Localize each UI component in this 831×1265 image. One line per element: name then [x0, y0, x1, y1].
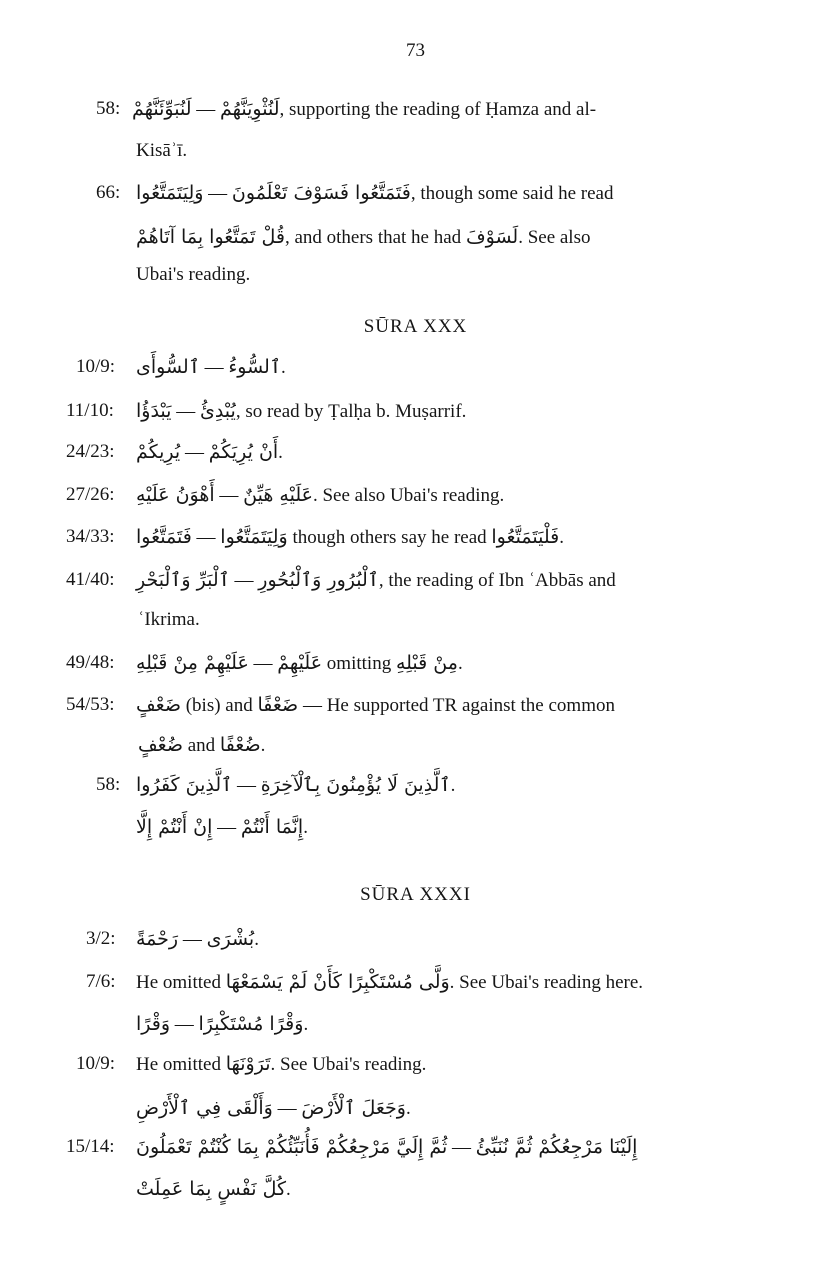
arabic-reading: لَنُثْوِيَنَّهُمْ — [220, 98, 280, 120]
separator: — — [191, 99, 220, 120]
entry-text: . See Ubai's reading here. — [449, 972, 644, 993]
arabic-reading: تَرَوْنَهَا — [225, 1053, 271, 1075]
sura-heading: SŪRA XXXI — [360, 884, 471, 905]
punctuation: . — [405, 1098, 411, 1119]
verse-label: 66: — [96, 182, 121, 203]
entry-line-2 — [136, 1097, 411, 1120]
arabic-reading: فَلْيَتَمَتَّعُوا — [491, 526, 560, 548]
entry-line-1 — [136, 774, 455, 797]
arabic-reading: وَلَّى مُسْتَكْبِرًا كَأَنْ لَمْ يَسْمَعْهَا — [225, 971, 450, 993]
separator: — — [178, 929, 207, 950]
separator: — — [170, 1014, 199, 1035]
punctuation: . — [286, 1179, 291, 1200]
entry-34-33 — [66, 526, 736, 556]
entry-10-9 — [76, 356, 736, 386]
entry-line-2: ʿIkrima. — [138, 609, 200, 630]
arabic-reading: ٱلْبُرُورِ وَٱلْبُحُورِ — [258, 569, 379, 591]
entry-58-sura-xxix — [96, 98, 736, 168]
entry-15-14 — [66, 1136, 736, 1206]
entry-text: — He supported TR against the common — [298, 695, 615, 716]
arabic-reading: فَتَمَتَّعُوا — [136, 526, 192, 548]
separator: — — [203, 183, 232, 204]
punctuation: . — [278, 442, 283, 463]
punctuation: . — [450, 775, 456, 796]
entry-text: , so read by Ṭalḥa b. Muṣarrif. — [235, 401, 467, 422]
arabic-reading: ضَعْفٍ — [136, 694, 181, 716]
verse-label: 3/2: — [86, 928, 116, 949]
punctuation: . — [280, 357, 286, 378]
entry-line-1 — [136, 1136, 637, 1159]
separator: — — [248, 653, 278, 674]
sura-heading: SŪRA XXX — [363, 316, 468, 337]
entry-3-2 — [86, 928, 736, 958]
arabic-reading: لَسَوْفَ — [465, 226, 519, 248]
arabic-reading: رَحْمَةً — [136, 928, 179, 950]
verse-label: 34/33: — [66, 526, 115, 547]
entry-text: , though some said he read — [410, 183, 614, 204]
arabic-reading: وَلِيَتَمَتَّعُوا — [136, 182, 204, 204]
arabic-reading: عَلَيْهِ هَيِّنٌ — [243, 484, 313, 506]
entry-line-1 — [136, 971, 643, 994]
separator: — — [229, 570, 259, 591]
entry-text: omitting — [322, 653, 396, 674]
arabic-reading: وَأَلْقَى فِي ٱلْأَرْضِ — [136, 1097, 273, 1119]
entry-line-1 — [136, 356, 286, 379]
verse-label: 41/40: — [66, 569, 115, 590]
arabic-reading: وَقْرًا مُسْتَكْبِرًا — [198, 1013, 304, 1035]
entry-line-1 — [136, 484, 504, 507]
entry-line-1 — [136, 441, 283, 464]
verse-label: 10/9: — [76, 356, 116, 377]
entry-line-2 — [138, 734, 265, 757]
separator: — — [171, 401, 200, 422]
separator: — — [447, 1137, 476, 1158]
entry-line-2: Kisāʾī. — [136, 140, 188, 161]
arabic-reading: ٱلْبَرِّ وَٱلْبَحْرِ — [136, 569, 230, 591]
entry-text: , supporting the reading of Ḥamza and al- — [279, 99, 597, 120]
entry-27-26 — [66, 484, 736, 514]
entry-line-2 — [136, 1013, 308, 1036]
arabic-reading: ضَعْفًا — [257, 694, 299, 716]
entry-line-1 — [136, 928, 259, 951]
arabic-reading: ٱلَّذِينَ لَا يُؤْمِنُونَ بِٱلْآخِرَةِ — [260, 774, 451, 796]
verse-label: 54/53: — [66, 694, 115, 715]
entry-text: . See Ubai's reading. — [270, 1054, 427, 1075]
entry-line-1 — [136, 526, 564, 549]
arabic-reading: ثُمَّ إِلَيَّ مَرْجِعُكُمْ فَأُنَبِّئُكُمْ بِمَا كُنْتُمْ تَعْمَلُونَ — [136, 1136, 448, 1158]
entry-text: . See also Ubai's reading. — [312, 485, 505, 506]
entry-text: , the reading of Ibn ʿAbbās and — [378, 570, 616, 591]
verse-label: 58: — [96, 774, 121, 795]
separator: — — [191, 527, 221, 548]
entry-line-2 — [136, 226, 590, 249]
separator: — — [180, 442, 209, 463]
arabic-reading: عَلَيْهِمْ — [277, 652, 323, 674]
arabic-reading: يُرِيكُمْ — [136, 441, 181, 463]
verse-label: 27/26: — [66, 484, 115, 505]
separator: — — [212, 817, 241, 838]
verse-label: 15/14: — [66, 1136, 115, 1157]
entry-58-sura-xxx — [96, 774, 736, 844]
entry-line-2 — [136, 816, 308, 839]
arabic-reading: ضُعْفًا — [219, 734, 261, 756]
entry-66 — [96, 182, 736, 292]
arabic-reading: وَلِيَتَمَتَّعُوا — [220, 526, 288, 548]
arabic-reading: وَقْرًا — [136, 1013, 171, 1035]
punctuation: . — [457, 653, 463, 674]
entry-text: He omitted — [136, 1054, 226, 1075]
verse-label: 11/10: — [66, 400, 114, 421]
arabic-reading: لَنُبَوِّئَنَّهُمْ — [132, 98, 192, 120]
separator: — — [199, 357, 229, 378]
entry-49-48 — [66, 652, 736, 682]
entry-line-1 — [136, 1053, 426, 1076]
entry-24-23 — [66, 441, 736, 471]
verse-label: 10/9: — [76, 1053, 116, 1074]
punctuation: . — [559, 527, 564, 548]
arabic-reading: أَنْ يُرِيَكُمْ — [208, 441, 279, 463]
page-number: 73 — [406, 40, 425, 61]
entry-41-40 — [66, 569, 736, 633]
entry-text: and — [182, 735, 220, 756]
entry-line-1 — [136, 182, 613, 205]
entry-line-1 — [132, 98, 596, 121]
entry-line-1 — [136, 652, 463, 675]
entry-10-9-sura-xxxi — [76, 1053, 736, 1119]
entry-line-1 — [136, 569, 616, 592]
punctuation: . — [303, 817, 308, 838]
entry-7-6 — [86, 971, 736, 1037]
entry-54-53 — [66, 694, 736, 756]
verse-label: 24/23: — [66, 441, 115, 462]
entry-text: He omitted — [136, 972, 226, 993]
verse-label: 7/6: — [86, 971, 116, 992]
verse-label: 58: — [96, 98, 121, 119]
arabic-reading: وَجَعَلَ ٱلْأَرْضَ — [301, 1097, 406, 1119]
punctuation: . — [254, 929, 259, 950]
arabic-reading: إِلَيْنَا مَرْجِعُكُمْ ثُمَّ نُنَبِّئُ — [475, 1136, 638, 1158]
entry-line-1 — [136, 400, 466, 423]
entry-text: though others say he read — [287, 527, 492, 548]
punctuation: . — [260, 735, 266, 756]
arabic-reading: بُشْرَى — [206, 928, 255, 950]
arabic-reading: مِنْ قَبْلِهِ — [395, 652, 458, 674]
entry-text: . See also — [518, 227, 591, 248]
entry-line-2 — [136, 1178, 291, 1201]
arabic-reading: ٱلَّذِينَ كَفَرُوا — [136, 774, 233, 796]
verse-label: 49/48: — [66, 652, 115, 673]
entry-text: , and others that he had — [284, 227, 466, 248]
entry-line-3: Ubai's reading. — [136, 264, 251, 285]
arabic-reading: إِنْ أَنْتُمْ إِلَّا — [136, 816, 213, 838]
arabic-reading: عَلَيْهِمْ مِنْ قَبْلِهِ — [136, 652, 249, 674]
arabic-reading: ٱلسُّوءُ — [228, 356, 281, 378]
arabic-reading: أَهْوَنُ عَلَيْهِ — [136, 484, 215, 506]
arabic-reading: ضُعْفٍ — [138, 734, 183, 756]
arabic-reading: قُلْ تَمَتَّعُوا بِمَا آتَاهُمْ — [136, 226, 285, 248]
arabic-reading: فَتَمَتَّعُوا فَسَوْفَ تَعْلَمُونَ — [231, 182, 411, 204]
arabic-reading: يُبْدِئُ — [199, 400, 236, 422]
separator: — — [272, 1098, 302, 1119]
separator: — — [214, 485, 244, 506]
entry-11-10 — [66, 400, 736, 430]
punctuation: . — [303, 1014, 309, 1035]
arabic-reading: كُلَّ نَفْسٍ بِمَا عَمِلَتْ — [136, 1178, 287, 1200]
separator: — — [232, 775, 261, 796]
entry-line-1 — [136, 694, 615, 717]
arabic-reading: ٱلسُّوأَى — [136, 356, 200, 378]
arabic-reading: يَبْدَؤُا — [136, 400, 172, 422]
entry-text: (bis) and — [180, 695, 258, 716]
arabic-reading: إِنَّمَا أَنْتُمْ — [240, 816, 304, 838]
